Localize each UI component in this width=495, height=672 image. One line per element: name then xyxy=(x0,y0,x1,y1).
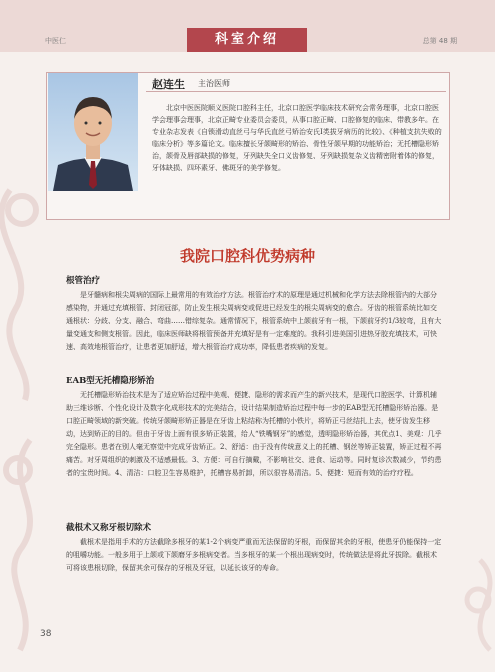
magazine-name: 中医仁 xyxy=(45,37,66,45)
doctor-bio: 北京中医医院顺义医院口腔科主任，北京口腔医学临床技术研究会常务理事，北京口腔医学会理事会理事，北京正畸专业委员会委员，从事口腔正畸、口腔修复的临床、带教多年。在专业杂志发表《自锁滑动直丝弓与华氏直丝弓矫治安氏Ⅰ类拔牙病历的比较》、《种植支抗失败的临床分析》等多篇论文。临床擅长牙颌畸形的矫治、骨性牙颌早期的功能矫治；无托槽隐形矫治，颌骨及唇部缺损的修复，牙列缺失全口义齿修复、牙列缺损复杂义齿精密附着体的修复，牙体缺损、四环素牙、佛斑牙的美学修复。 xyxy=(152,104,442,172)
section-heading-invisible-aligner: EAB型无托槽隐形矫治 xyxy=(66,376,155,386)
paragraph-root-resection: 截根术是指用手术的方法截除多根牙的某1-2个病变严重而无法保留的牙根，而保留其余的牙根，使患牙仍能保持一定的咀嚼功能。一般多用于上颌或下颌磨牙多根病变者。当多根牙的某一个根出现病变时，传统做法是将此牙拔除。截根术可将该患根切除，保留其余可保存的牙根及牙冠，以延长该牙的寿命。 xyxy=(66,538,442,572)
paragraph-root-canal: 是牙髓病和根尖周病的国际上最常用的有效治疗方法。根管治疗术的原理是通过机械和化学方法去除根管内的大部分感染物，并通过充填根管、封闭冠部，防止发生根尖周病变或促进已经发生的根尖周病变的愈合。牙齿的根管系统比如交通根状：分歧、分支、融合、弯曲……错综复杂。通常情况下，根管系统中上颌前牙有一根，下颌前牙约1/3较弯，且有大量变通支和侧支根管。因此，临床医师缺将根管预备并充填好是有一定难度的。我科引进美国引进热牙胶充填技术，可快速、高效地根管治疗，让患者更加舒适，增大根管治疗成功率，降低患者疾病的发复。 xyxy=(66,291,442,351)
section-title: 科室介绍 xyxy=(187,28,307,52)
divider xyxy=(146,91,446,92)
doctor-title: 主治医师 xyxy=(198,79,230,88)
issue-number: 总第 48 期 xyxy=(422,37,457,45)
paragraph-invisible-aligner: 无托槽隐形矫治技术是为了适应矫治过程中美观、便捷、隐形的需求而产生的新兴技术，是现代口腔医学、计算机辅助三维诊断、个性化设计及数字化成形技术的完美结合，设计结果制造矫治过程中每一步的EAB型无托槽隐形矫治器。是口腔正畸领域的新突破。传统牙颌畸形矫正器是在牙齿上粘结称为托槽的小铁片，将矫正弓丝结扎上去，使牙齿发生移动，达到矫正的目的。但由于牙齿上面有很多矫正装置，给人“铁嘴钢牙”的感觉，透明隐形矫治器，其优点1、美观：几乎完全隐形。患者在别人毫无察觉中完成牙齿矫正。2、舒适：由于没有传统意义上的托槽、钢丝等矫正装置，矫正过程不再痛苦。对牙周组织的刺激及不适感最低。3、方便：可自行摘戴，不影响社交、进食、运动等。同时复诊次数减少，节约患者的宝贵时间。4、清洁：口腔卫生容易维护，托槽容易折卸，所以很容易清洁。5、便捷：短而有效的治疗疗程。 xyxy=(66,391,442,477)
doctor-name: 赵连生 xyxy=(152,78,185,91)
page-number: 38 xyxy=(40,629,52,639)
section-heading-root-resection: 截根术又称牙根切除术 xyxy=(66,523,152,533)
doctor-photo xyxy=(48,73,138,191)
article-title: 我院口腔科优势病种 xyxy=(179,247,315,265)
section-heading-root-canal: 根管治疗 xyxy=(66,276,101,286)
